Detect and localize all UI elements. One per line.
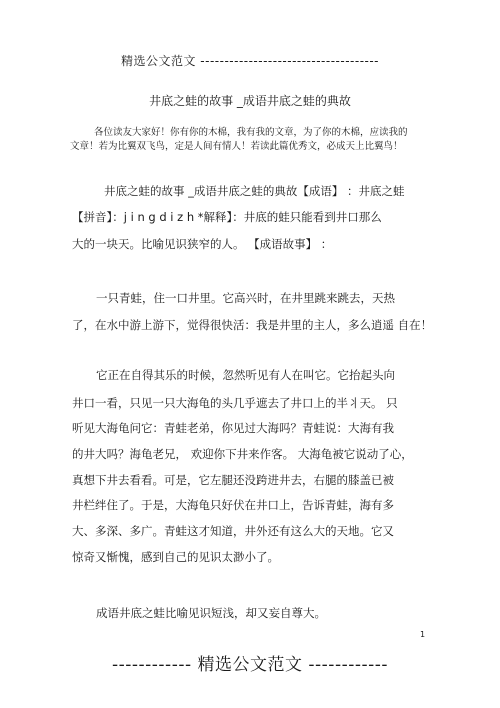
body-line-text: 的井大吗？海龟老兄， 欢迎你下井来作客。 大海龟被它说动了心， — [72, 447, 413, 461]
body-line-text: 大的一块天。比喻见识狭窄的人。 【成语故事】 ： — [72, 237, 333, 251]
body-line-text: 井底之蛙的故事 _成语井底之蛙的典故【成语】 ：井底之蛙 — [104, 184, 405, 198]
body-line-text: 一只青蛙，住一口井里。它高兴时，在井里跳来跳去，天热 — [96, 291, 395, 305]
body-line-text: 它正在自得其乐的时候，忽然听见有人在叫它。它抬起头向 — [96, 368, 395, 382]
intro-paragraph — [70, 126, 430, 154]
body-line-text: 大、多深、多广。青蛙这才知道，井外还有这么大的天地。它又 — [72, 524, 394, 538]
body-line-text: 了，在水中游上游下，觉得很快活：我是井里的主人，多么逍遥 自在！ — [72, 318, 433, 332]
intro-line-2: 文章！若为比翼双飞鸟，定是人间有情人！若读此篇优秀文，必成天上比翼鸟！ — [70, 141, 403, 152]
body-line-text: 真想下井去看看。可是，它左腿还没跨进井去，右腿的膝盖已被 — [72, 473, 394, 487]
body-line-text: 惊奇又惭愧，感到自己的见识太渺小了。 — [72, 550, 279, 564]
document-title: 井底之蛙的故事 _成语井底之蛙的典故 — [149, 94, 351, 108]
body-line-text: 井口一看，只见一只大海龟的头几乎遮去了井口上的半丬天。 只 — [72, 396, 398, 410]
body-line-text: 听见大海龟问它：青蛙老弟，你见过大海吗？青蛙说：大海有我 — [72, 421, 394, 435]
body-line-text: 【拼音】：j i n g d i z h *解释】：井底的蛙只能看到井口那么 — [72, 210, 382, 224]
intro-line-1: 各位读友大家好！你有你的木棉，我有我的文章，为了你的木棉，应读我的 — [94, 127, 408, 138]
body-line-text: 成语井底之蛙比喻见识短浅，却又妄自尊大。 — [96, 606, 326, 620]
body-line-text: 井栏绊住了。于是，大海龟只好伏在井口上，告诉青蛙，海有多 — [72, 498, 394, 512]
page-number: 1 — [420, 630, 426, 639]
page-header: 精选公文范文 ------------------------------------- — [120, 54, 380, 68]
page-footer: ------------ 精选公文范文 ------------ — [111, 655, 389, 675]
